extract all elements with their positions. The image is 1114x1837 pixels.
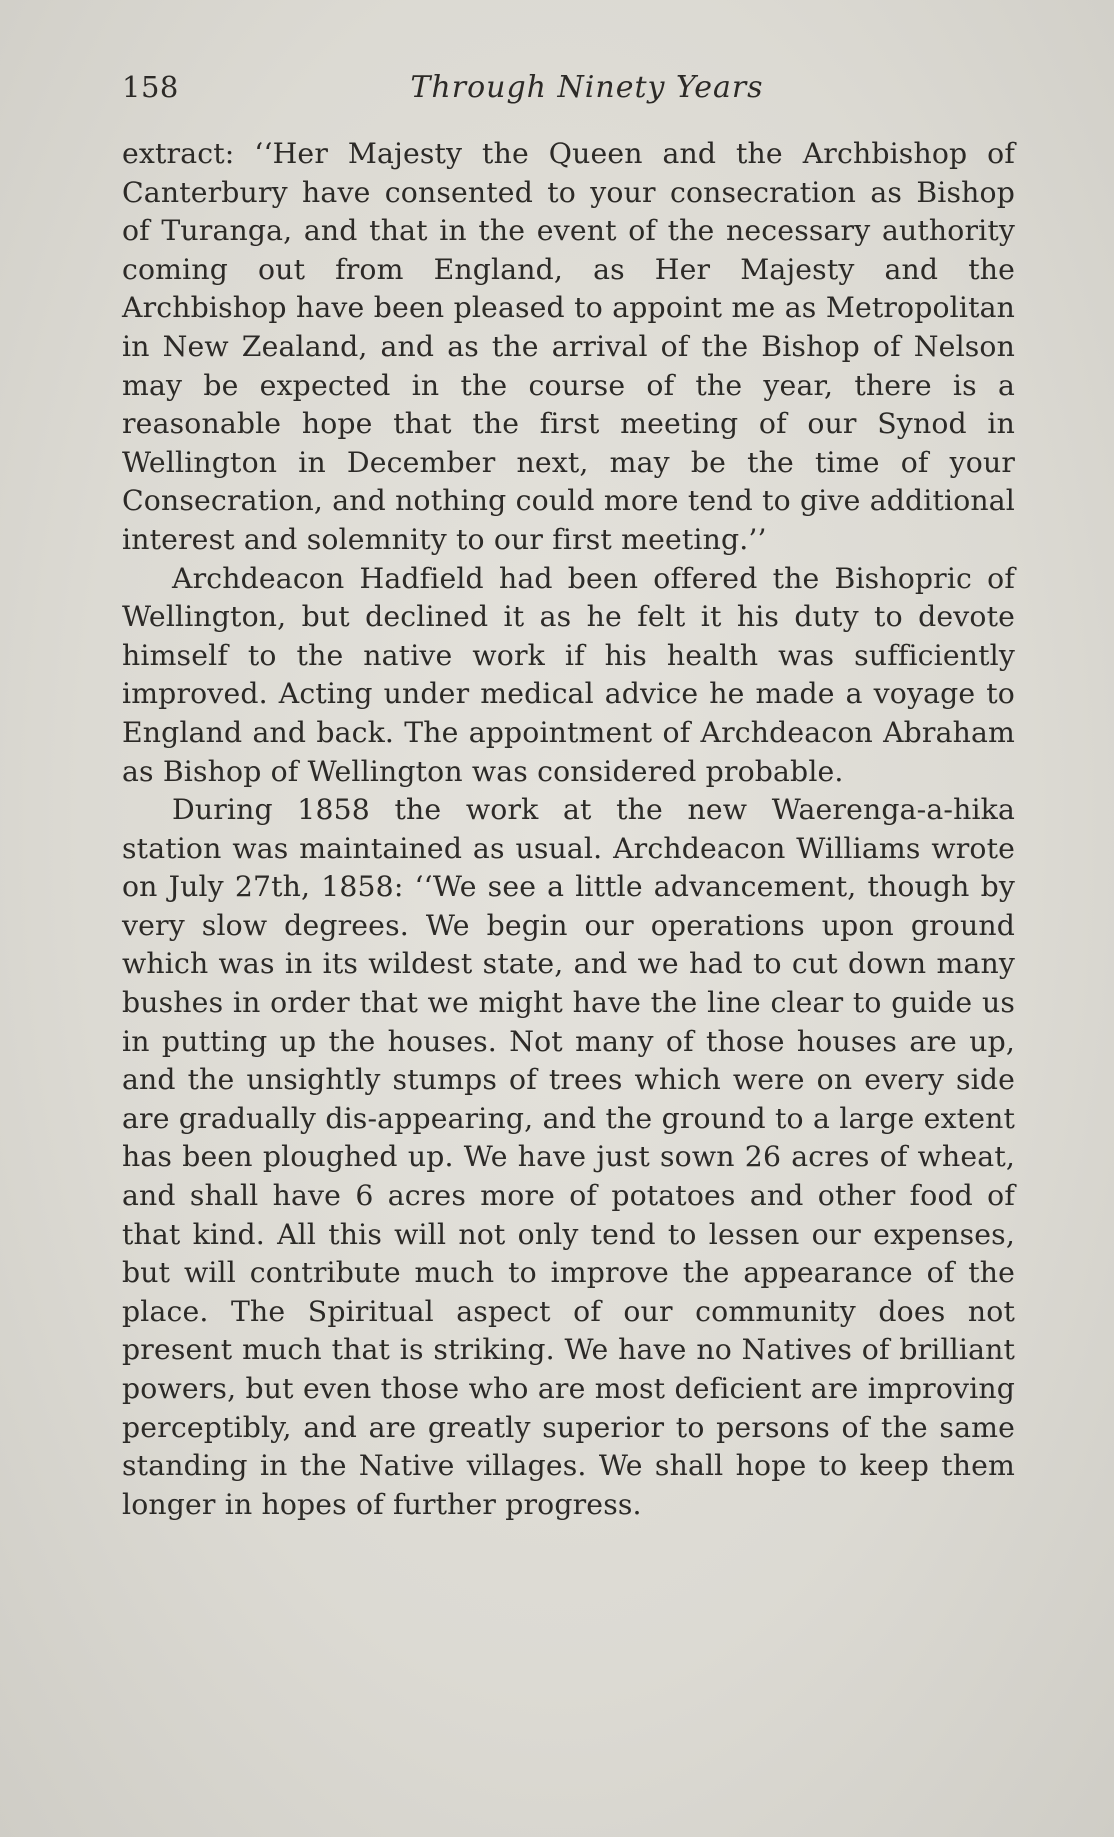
page-number: 158 <box>122 70 179 104</box>
paragraph-waerenga-a-hika: During 1858 the work at the new Waerenga-a-hika station was maintained as usual. Archdeacon Williams wrote on July 27th, 1858: ‘‘We see a little advancement, though by very slow degrees. We begin our operations upon ground which was in its wildest state, and we had to cut down many bushes in order that we might have the line clear to guide us in putting up the houses. Not many of those houses are up, and the unsightly stumps of trees which were on every side are gradually dis-appearing, and the ground to a large extent has been ploughed up. We have just sown 26 acres of wheat, and shall have 6 acres more of potatoes and other food of that kind. All this will not only tend to lessen our expenses, but will contribute much to improve the appearance of the place. The Spiritual aspect of our community does not present much that is striking. We have no Natives of brilliant powers, but even those who are most deficient are improving perceptibly, and are greatly superior to persons of the same standing in the Native villages. We shall hope to keep them longer in hopes of further progress. <box>122 793 1015 1521</box>
paragraph-letter-extract: extract: ‘‘Her Majesty the Queen and the Archbishop of Canterbury have consented to your consecration as Bishop of Turanga, and that in the event of the necessary authority coming out from England, as Her Majesty and the Archbishop have been pleased to appoint me as Metropolitan in New Zealand, and as the arrival of the Bishop of Nelson may be expected in the course of the year, there is a reasonable hope that the first meeting of our Synod in Wellington in December next, may be the time of your Consecration, and nothing could more tend to give additional interest and solemnity to our first meeting.’’ <box>122 137 1015 556</box>
running-title: Through Ninety Years <box>410 70 764 105</box>
body-text <box>122 135 1015 1524</box>
paragraph-hadfield: Archdeacon Hadfield had been offered the Bishopric of Wellington, but declined it as he felt it his duty to devote himself to the native work if his health was sufficiently improved. Acting under medical advice he made a voyage to England and back. The appointment of Archdeacon Abraham as Bishop of Wellington was considered probable. <box>122 561 1015 788</box>
page-header <box>122 70 1012 120</box>
